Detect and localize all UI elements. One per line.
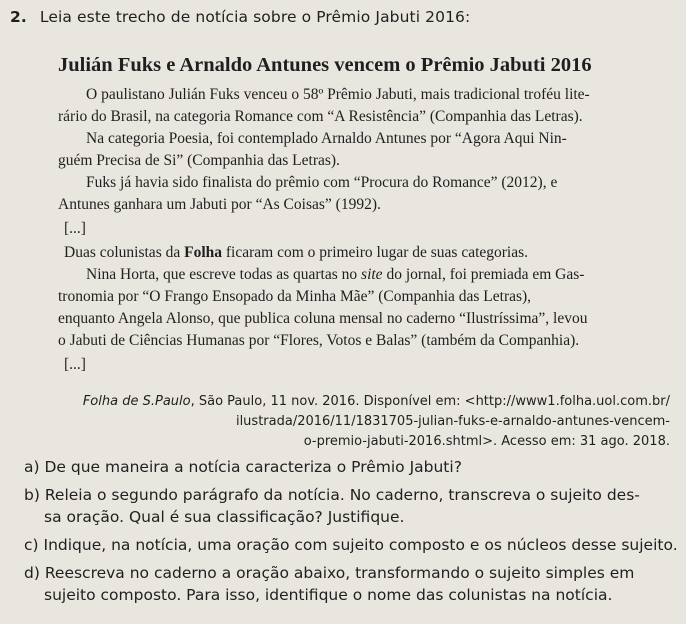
citation-line: Folha de S.Paulo, São Paulo, 11 nov. 2016. Disponível em: <http://www1.folha.uol.com.br/	[82, 394, 670, 409]
ellipsis: [...]	[64, 356, 86, 373]
news-line: o Jabuti de Ciências Humanas por “Flores, Votos e Balas” (também da Companhia).	[58, 332, 580, 349]
ellipsis: [...]	[64, 220, 86, 237]
question-prompt: Leia este trecho de notícia sobre o Prêmio Jabuti 2016:	[39, 8, 471, 26]
news-line: Nina Horta, que escreve todas as quartas no site do jornal, foi premiada em Gas-	[86, 266, 585, 283]
item-a: a) De que maneira a notícia caracteriza o Prêmio Jabuti?	[24, 458, 462, 476]
news-line: rário do Brasil, na categoria Romance com “A Resistência” (Companhia das Letras).	[58, 108, 583, 125]
news-line: Fuks já havia sido finalista do prêmio com “Procura do Romance” (2012), e	[86, 174, 558, 191]
news-line: tronomia por “O Frango Ensopado da Minha Mãe” (Companhia das Letras),	[58, 288, 532, 305]
news-line: Antunes ganhara um Jabuti por “As Coisas” (1992).	[58, 196, 381, 213]
item-b-cont: sa oração. Qual é sua classificação? Justifique.	[44, 508, 405, 526]
news-line: enquanto Angela Alonso, que publica coluna mensal no caderno “Ilustríssima”, levou	[58, 310, 588, 327]
item-c: c) Indique, na notícia, uma oração com sujeito composto e os núcleos desse sujeito.	[24, 536, 678, 554]
item-b: b) Releia o segundo parágrafo da notícia. No caderno, transcreva o sujeito des-	[24, 486, 640, 504]
question-header	[10, 8, 470, 26]
news-line: O paulistano Julián Fuks venceu o 58º Prêmio Jabuti, mais tradicional troféu lite-	[86, 86, 590, 103]
news-line: Na categoria Poesia, foi contemplado Arnaldo Antunes por “Agora Aqui Nin-	[86, 130, 567, 147]
citation-line: o-premio-jabuti-2016.shtml>. Acesso em: 31 ago. 2018.	[303, 434, 670, 449]
news-line: guém Precisa de Si” (Companhia das Letras).	[58, 152, 340, 169]
question-number: 2.	[10, 8, 27, 26]
news-line: Duas colunistas da Folha ficaram com o primeiro lugar de suas categorias.	[64, 244, 529, 261]
item-d: d) Reescreva no caderno a oração abaixo, transformando o sujeito simples em	[24, 564, 635, 582]
news-excerpt	[46, 40, 678, 460]
citation-line: ilustrada/2016/11/1831705-julian-fuks-e-arnaldo-antunes-vencem-	[235, 414, 670, 429]
news-title: Julián Fuks e Arnaldo Antunes vencem o Prêmio Jabuti 2016	[58, 54, 592, 76]
item-d-cont: sujeito composto. Para isso, identifique o nome das colunistas na notícia.	[44, 586, 613, 604]
